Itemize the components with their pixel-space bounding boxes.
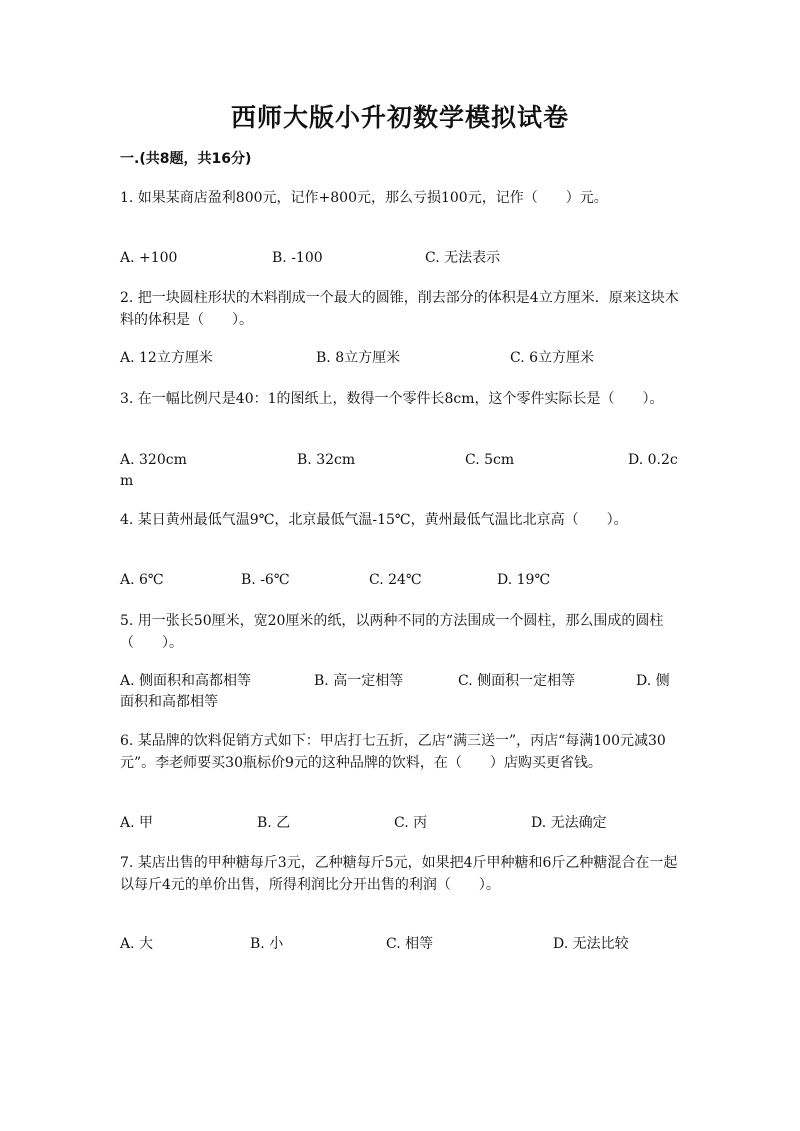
question-3-option-b[interactable]: B. 32cm [297, 452, 356, 468]
question-5-option-d-wrap: 面积和高都相等 [120, 694, 218, 710]
question-6-option-a[interactable]: A. 甲 [120, 815, 154, 831]
question-7-text: 7. 某店出售的甲种糖每斤3元，乙种糖每斤5元，如果把4斤甲种糖和6斤乙种糖混合在一起以每斤4元的单价出售，所得利润比分开出售的利润（ ）。 [120, 855, 678, 893]
question-3-option-a[interactable]: A. 320cm [120, 452, 187, 468]
page-title: 西师大版小升初数学模拟试卷 [230, 103, 569, 132]
question-6-option-d[interactable]: D. 无法确定 [531, 815, 607, 831]
question-5-option-a[interactable]: A. 侧面积和高都相等 [120, 673, 252, 689]
question-3-text: 3. 在一幅比例尺是40：1的图纸上，数得一个零件长8cm，这个零件实际长是（ ）。 [120, 391, 664, 407]
question-7-option-b[interactable]: B. 小 [250, 936, 284, 952]
question-6-text: 6. 某品牌的饮料促销方式如下：甲店打七五折，乙店“满三送一”，丙店“每满100元减30元”。李老师要买30瓶标价9元的这种品牌的饮料，在（ ）店购买更省钱。 [120, 733, 666, 771]
question-5-option-c[interactable]: C. 侧面积一定相等 [458, 673, 576, 689]
question-4-option-c[interactable]: C. 24℃ [369, 572, 422, 588]
question-1-option-c[interactable]: C. 无法表示 [425, 250, 501, 266]
question-1-text: 1. 如果某商店盈利800元，记作+800元，那么亏损100元，记作（ ）元。 [120, 190, 608, 206]
question-7-option-a[interactable]: A. 大 [120, 936, 154, 952]
question-3-option-d-wrap: m [120, 473, 134, 489]
question-1-option-a[interactable]: A. +100 [120, 250, 178, 266]
question-2-option-b[interactable]: B. 8立方厘米 [316, 350, 401, 366]
section-heading: 一.(共8题，共16分) [120, 151, 252, 167]
question-1-option-b[interactable]: B. -100 [272, 250, 323, 266]
question-5-option-b[interactable]: B. 高一定相等 [314, 673, 404, 689]
question-2-option-c[interactable]: C. 6立方厘米 [510, 350, 595, 366]
question-4-option-a[interactable]: A. 6℃ [120, 572, 164, 588]
question-4-text: 4. 某日黄州最低气温9℃，北京最低气温-15℃，黄州最低气温比北京高（ ）。 [120, 512, 628, 528]
question-4-option-b[interactable]: B. -6℃ [241, 572, 290, 588]
question-6-option-c[interactable]: C. 丙 [394, 815, 428, 831]
question-4-option-d[interactable]: D. 19℃ [497, 572, 551, 588]
question-6-option-b[interactable]: B. 乙 [257, 815, 291, 831]
question-2-text: 2. 把一块圆柱形状的木料削成一个最大的圆锥，削去部分的体积是4立方厘米．原来这块木料的体积是（ ）。 [120, 290, 679, 328]
question-3-option-c[interactable]: C. 5cm [465, 452, 515, 468]
question-7-option-d[interactable]: D. 无法比较 [553, 936, 629, 952]
question-5-option-d[interactable]: D. 侧 [636, 673, 670, 689]
question-5-text: 5. 用一张长50厘米，宽20厘米的纸，以两种不同的方法围成一个圆柱，那么围成的圆柱（ ）。 [120, 613, 664, 651]
question-3-option-d[interactable]: D. 0.2c [628, 452, 678, 468]
question-7-option-c[interactable]: C. 相等 [386, 936, 434, 952]
question-2-option-a[interactable]: A. 12立方厘米 [120, 350, 213, 366]
